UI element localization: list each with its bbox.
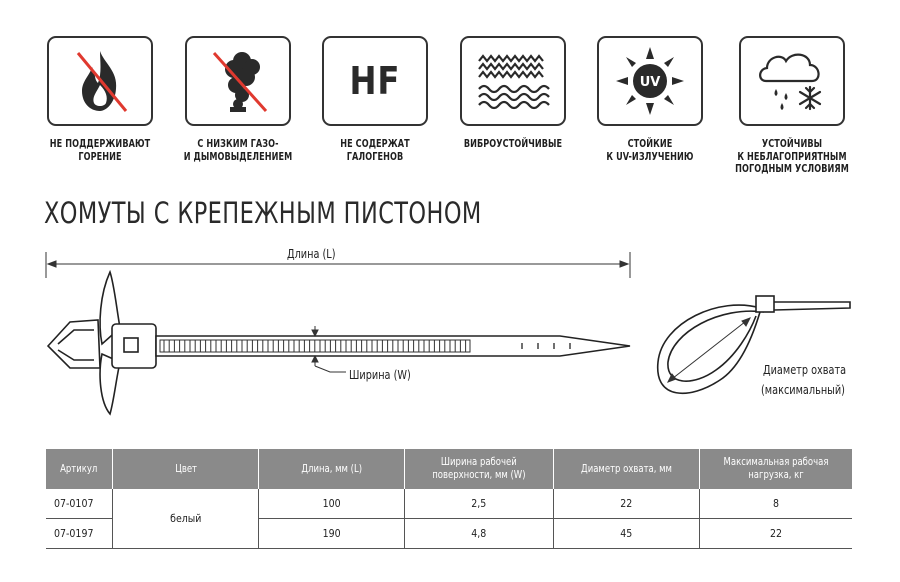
feature-box bbox=[460, 36, 566, 126]
feature-caption: ВИБРОУСТОЙЧИВЫЕ bbox=[463, 138, 563, 150]
no-smoke-icon bbox=[198, 41, 278, 121]
table-row bbox=[46, 489, 852, 519]
col-load: Максимальная рабочая нагрузка, кг bbox=[699, 449, 852, 489]
col-color: Цвет bbox=[113, 449, 259, 489]
feature-box bbox=[322, 36, 428, 126]
width-label: Ширина (W) bbox=[349, 368, 411, 382]
feature-caption: НЕ ПОДДЕРЖИВАЮТ ГОРЕНИЕ bbox=[49, 138, 151, 163]
page-title: ХОМУТЫ С КРЕПЕЖНЫМ ПИСТОНОМ bbox=[44, 196, 482, 230]
diameter-label-note: (максимальный) bbox=[761, 383, 845, 397]
weather-icon bbox=[752, 41, 832, 121]
feature-vibration-resistant bbox=[443, 36, 583, 151]
feature-box bbox=[597, 36, 703, 126]
diameter-arrow bbox=[668, 318, 750, 382]
feature-box bbox=[739, 36, 845, 126]
cell-diameter: 45 bbox=[553, 519, 699, 549]
feature-caption: С НИЗКИМ ГАЗО- И ДЫМОВЫДЕЛЕНИЕМ bbox=[183, 138, 293, 163]
feature-low-smoke bbox=[168, 36, 308, 163]
cell-length: 100 bbox=[259, 489, 404, 519]
vibration-icon bbox=[473, 51, 553, 111]
push-pin-mount bbox=[48, 272, 156, 414]
col-width: Ширина рабочей поверхности, мм (W) bbox=[404, 449, 553, 489]
col-length: Длина, мм (L) bbox=[259, 449, 404, 489]
cell-length: 190 bbox=[259, 519, 404, 549]
feature-box bbox=[47, 36, 153, 126]
feature-uv-resistant bbox=[580, 36, 720, 163]
col-article: Артикул bbox=[46, 449, 113, 489]
cell-color: белый bbox=[113, 489, 259, 549]
feature-icons bbox=[0, 0, 900, 190]
feature-caption: НЕ СОДЕРЖАТ ГАЛОГЕНОВ bbox=[340, 138, 410, 163]
feature-caption: СТОЙКИЕ К UV-ИЗЛУЧЕНИЮ bbox=[606, 138, 694, 163]
uv-sun-icon bbox=[610, 41, 690, 121]
cable-tie-diagram bbox=[40, 244, 640, 424]
feature-weather-resistant bbox=[722, 36, 862, 176]
table-header-row bbox=[46, 449, 852, 489]
feature-no-burning bbox=[30, 36, 170, 163]
feature-caption: УСТОЙЧИВЫ К НЕБЛАГОПРИЯТНЫМ ПОГОДНЫМ УСЛОВИЯМ bbox=[735, 138, 849, 175]
cell-diameter: 22 bbox=[553, 489, 699, 519]
cell-load: 8 bbox=[699, 489, 852, 519]
cell-width: 2,5 bbox=[404, 489, 553, 519]
no-fire-icon bbox=[60, 41, 140, 121]
hf-icon: HF bbox=[349, 59, 401, 103]
length-label: Длина (L) bbox=[287, 247, 336, 261]
specs-table bbox=[46, 449, 852, 549]
feature-box bbox=[185, 36, 291, 126]
feature-halogen-free bbox=[305, 36, 445, 163]
cell-article: 07-0107 bbox=[46, 489, 113, 519]
cell-load: 22 bbox=[699, 519, 852, 549]
length-dimension bbox=[46, 252, 630, 278]
uv-text: UV bbox=[639, 75, 661, 90]
tie-strap bbox=[156, 336, 630, 356]
cell-width: 4,8 bbox=[404, 519, 553, 549]
col-diameter: Диаметр охвата, мм bbox=[553, 449, 699, 489]
diameter-label: Диаметр охвата bbox=[763, 363, 847, 377]
cell-article: 07-0197 bbox=[46, 519, 113, 549]
